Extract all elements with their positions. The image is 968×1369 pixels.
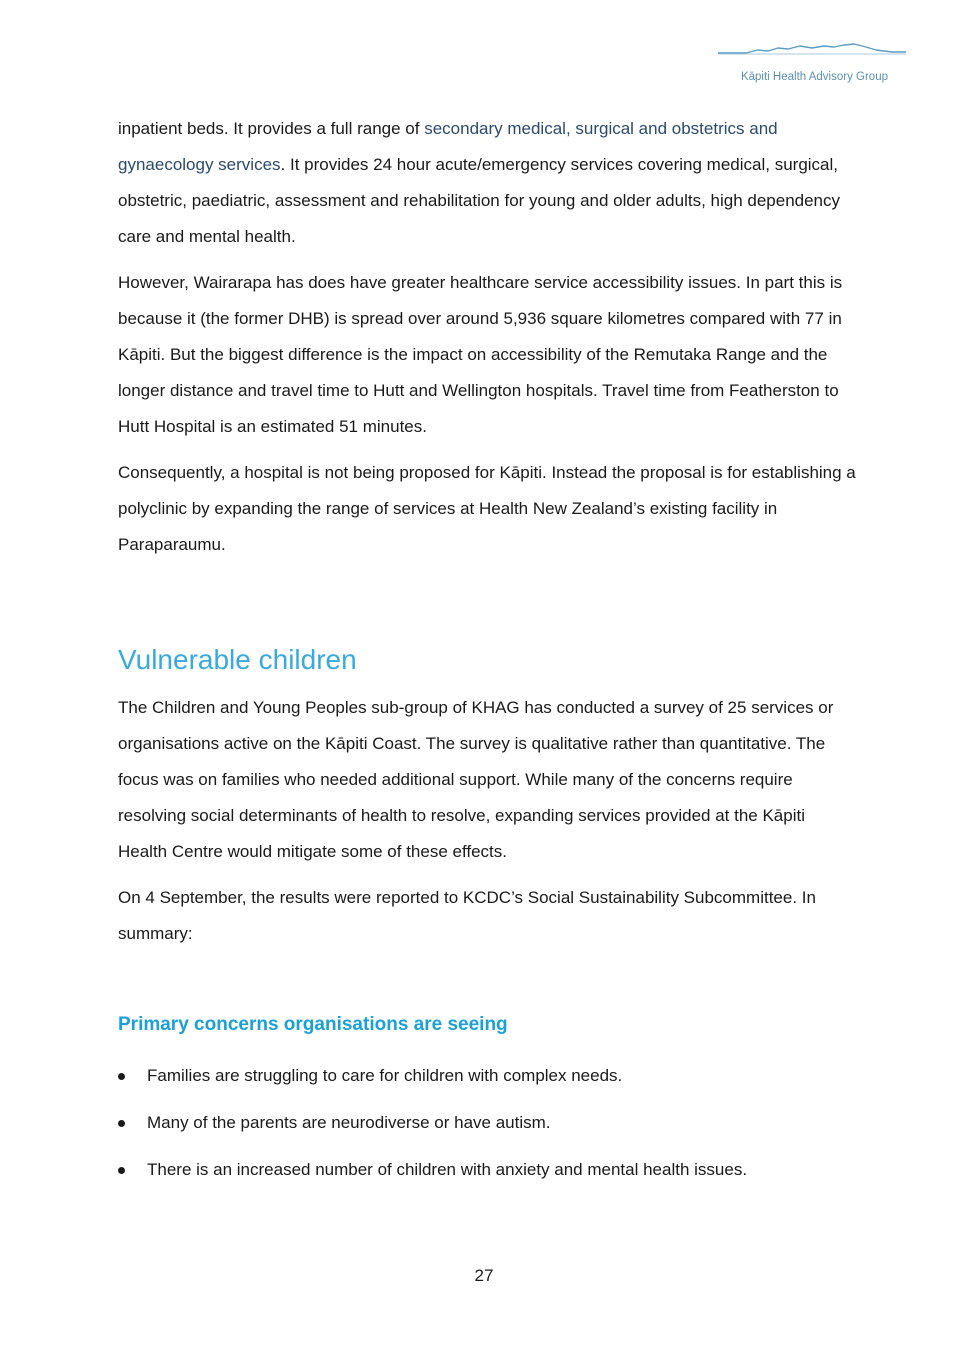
paragraph: However, Wairarapa has does have greater healthcare service accessibility issues. In part this is because it (the former DHB) is spread over around 5,936 square kilometres compared with 77 in Kāpiti. But the biggest difference is the impact on accessibility of the Remutaka Range and the longer distance and travel time to Hutt and Wellington hospitals. Travel time from Featherston to Hutt Hospital is an estimated 51 minutes. — [118, 273, 843, 436]
logo-text: Kāpiti Health Advisory Group — [740, 71, 888, 83]
subsection-heading: Primary concerns organisations are seeing — [118, 1014, 508, 1035]
bullet-icon — [118, 1073, 125, 1080]
paragraph: On 4 September, the results were reported to KCDC’s Social Sustainability Subcommittee. In summary: — [118, 888, 816, 943]
paragraph: Consequently, a hospital is not being proposed for Kāpiti. Instead the proposal is for establishing a polyclinic by expanding the range of services at Health New Zealand’s existing facility in Paraparaumu. — [118, 463, 856, 554]
body-text-section — [118, 690, 858, 962]
mountain-line-icon — [716, 38, 908, 60]
page-number: 27 — [474, 1266, 494, 1285]
list-item: Families are struggling to care for children with complex needs. — [118, 1058, 858, 1094]
bullet-list — [118, 1058, 858, 1199]
paragraph: The Children and Young Peoples sub-group of KHAG has conducted a survey of 25 services or organisations active on the Kāpiti Coast. The survey is qualitative rather than quantitative. The focus was on families who needed additional support. While many of the concerns require resolving social determinants of health to resolve, expanding services provided at the Kāpiti Health Centre would mitigate some of these effects. — [118, 698, 834, 861]
list-item: There is an increased number of children with anxiety and mental health issues. — [118, 1152, 858, 1188]
list-item: Many of the parents are neurodiverse or have autism. — [118, 1105, 858, 1141]
section-heading: Vulnerable children — [118, 644, 357, 675]
organisation-logo — [716, 38, 908, 88]
bullet-icon — [118, 1120, 125, 1127]
paragraph: inpatient beds. It provides a full range of secondary medical, surgical and obstetrics and gynaecology services. It provides 24 hour acute/emergency services covering medical, surgical, obstetric, paediatric, assessment and rehabilitation for young and older adults, high dependency care and mental health. — [118, 119, 841, 246]
body-text-top — [118, 111, 858, 573]
bullet-icon — [118, 1167, 125, 1174]
services-link[interactable]: secondary medical, surgical and obstetrics and gynaecology services — [118, 119, 778, 174]
